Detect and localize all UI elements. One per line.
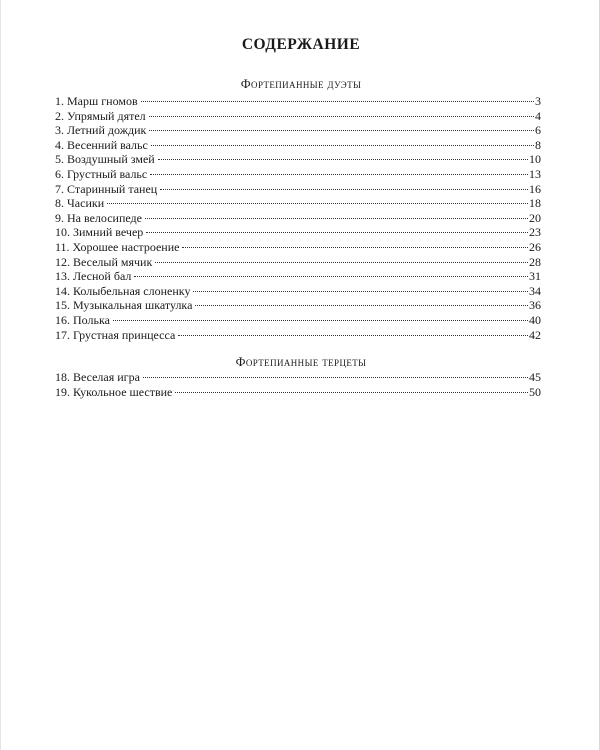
toc-entry (55, 269, 541, 284)
dot-leader (143, 377, 528, 378)
toc-entry-page-number: 36 (529, 298, 541, 313)
toc-entry-title: 7. Старинный танец (55, 181, 158, 196)
toc-entry-title: 3. Летний дождик (55, 123, 147, 138)
dot-leader (134, 276, 528, 277)
toc-entry (55, 152, 541, 167)
toc-entry-title: 6. Грустный вальс (55, 166, 148, 181)
dot-leader (149, 130, 534, 131)
toc-entry-page-number: 16 (529, 181, 541, 196)
toc-entry-page-number: 6 (535, 123, 541, 138)
dot-leader (113, 320, 528, 321)
dot-leader (175, 392, 528, 393)
section-heading-tercets: Фортепианные терцеты (235, 355, 367, 369)
toc-entry-page-number: 10 (529, 152, 541, 167)
dot-leader (178, 335, 528, 336)
toc-entry (55, 109, 541, 124)
toc-entry-title: 9. На велосипеде (55, 210, 142, 225)
toc-entry-title: 18. Веселая игра (55, 370, 140, 384)
dot-leader (146, 232, 528, 233)
toc-entry (55, 182, 541, 197)
dot-leader (141, 101, 534, 102)
dot-leader (149, 116, 534, 117)
toc-entry (55, 240, 541, 255)
toc-entry-page-number: 42 (529, 327, 541, 342)
dot-leader (107, 203, 528, 204)
toc-entry (55, 94, 541, 109)
toc-entry-title: 15. Музыкальная шкатулка (55, 298, 193, 313)
toc-entry-page-number: 8 (535, 137, 541, 152)
toc-entry (55, 123, 541, 138)
toc-entry (55, 167, 541, 182)
toc-list-tercets (55, 370, 541, 399)
dot-leader (150, 174, 528, 175)
toc-entry (55, 255, 541, 270)
toc-entry-title: 4. Весенний вальс (55, 137, 148, 152)
section-heading-duets: Фортепианные дуэты (240, 77, 362, 91)
toc-list-duets (55, 94, 541, 342)
toc-entry-title: 10. Зимний вечер (55, 225, 144, 240)
toc-entry-page-number: 40 (529, 312, 541, 327)
toc-entry-title: 12. Веселый мячик (55, 254, 153, 269)
toc-entry-title: 5. Воздушный змей (55, 152, 155, 167)
dot-leader (158, 159, 528, 160)
toc-entry-title: 8. Часики (55, 196, 105, 211)
toc-entry (55, 196, 541, 211)
toc-entry-page-number: 20 (529, 210, 541, 225)
toc-entry-page-number: 3 (535, 94, 541, 108)
dot-leader (155, 262, 528, 263)
toc-entry (55, 225, 541, 240)
page-title: СОДЕРЖАНИЕ (241, 36, 361, 53)
toc-entry-page-number: 50 (529, 384, 541, 399)
toc-entry-page-number: 23 (529, 225, 541, 240)
toc-entry-title: 16. Полька (55, 312, 110, 327)
toc-entry-title: 1. Марш гномов (55, 94, 138, 108)
dot-leader (145, 218, 528, 219)
toc-entry (55, 138, 541, 153)
toc-entry-page-number: 4 (535, 108, 541, 123)
toc-entry (55, 211, 541, 226)
dot-leader (151, 145, 534, 146)
toc-entry-page-number: 18 (529, 196, 541, 211)
toc-entry (55, 385, 541, 400)
toc-entry (55, 284, 541, 299)
dot-leader (182, 247, 528, 248)
toc-entry-title: 11. Хорошее настроение (55, 239, 180, 254)
toc-entry-title: 19. Кукольное шествие (55, 384, 173, 399)
toc-entry (55, 328, 541, 343)
toc-entry-title: 14. Колыбельная слоненку (55, 283, 191, 298)
toc-entry-page-number: 34 (529, 283, 541, 298)
toc-entry-page-number: 26 (529, 239, 541, 254)
toc-entry-page-number: 28 (529, 254, 541, 269)
toc-entry-title: 17. Грустная принцесса (55, 327, 176, 342)
toc-entry-title: 2. Упрямый дятел (55, 108, 146, 123)
toc-entry-page-number: 45 (529, 370, 541, 384)
dot-leader (160, 189, 528, 190)
toc-entry (55, 370, 541, 385)
toc-entry-page-number: 31 (529, 269, 541, 284)
dot-leader (193, 291, 528, 292)
dot-leader (195, 305, 528, 306)
toc-entry (55, 313, 541, 328)
toc-entry-title: 13. Лесной бал (55, 269, 132, 284)
toc-entry (55, 298, 541, 313)
toc-entry-page-number: 13 (529, 166, 541, 181)
